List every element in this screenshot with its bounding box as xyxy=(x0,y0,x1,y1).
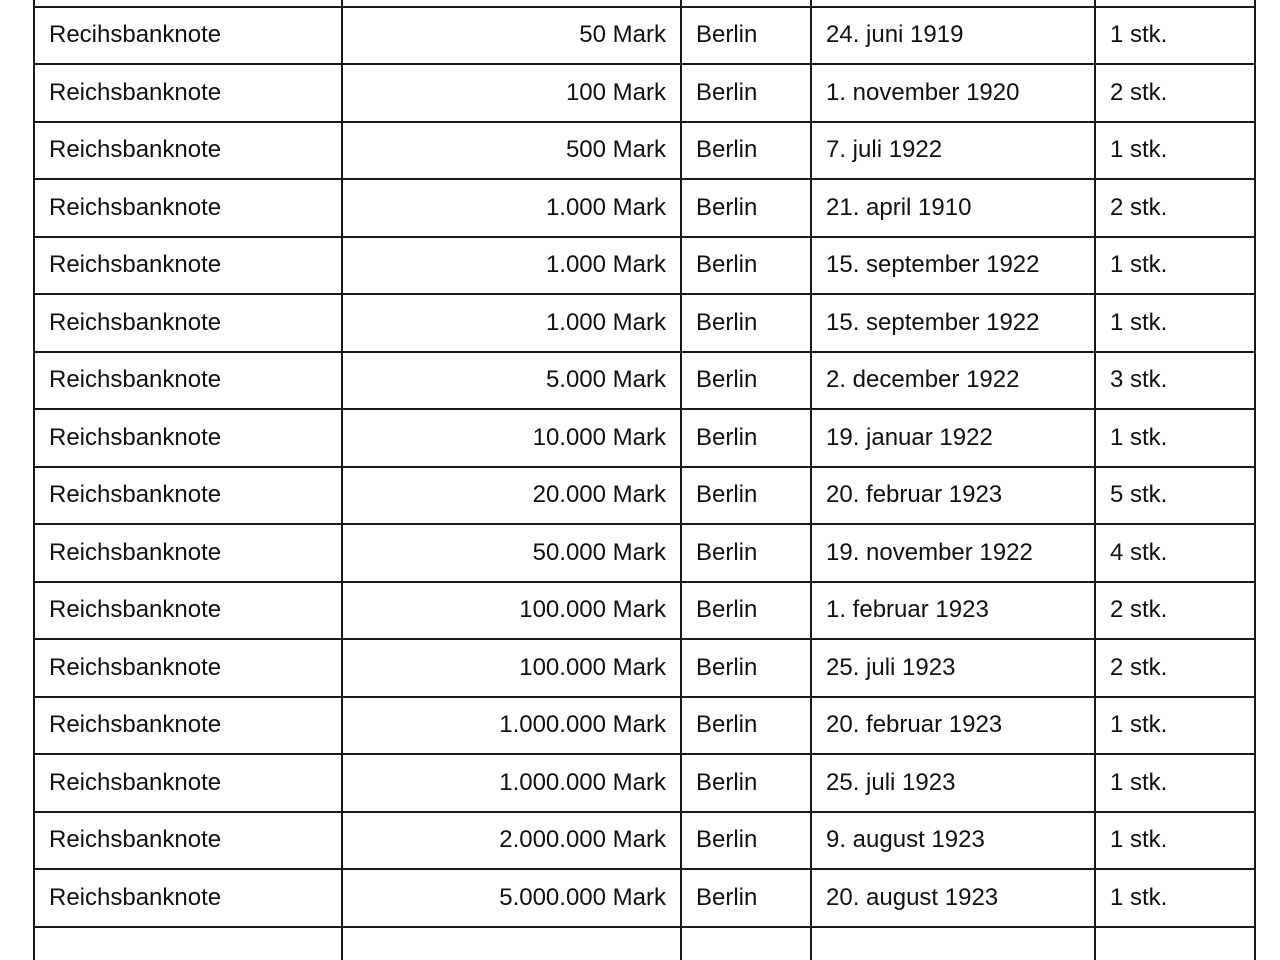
table-row xyxy=(34,754,1255,812)
table-row xyxy=(34,582,1255,640)
issue-date-cell xyxy=(811,927,1095,960)
table-row xyxy=(34,869,1255,927)
table-row xyxy=(34,812,1255,870)
issue-date-cell: 25. juli 1923 xyxy=(811,754,1095,812)
banknote-table-body xyxy=(34,0,1255,960)
note-type-cell: Reichsbanknote xyxy=(34,697,342,755)
denomination-cell: 50.000 Mark xyxy=(342,524,681,582)
city-cell: Berlin xyxy=(681,7,811,65)
quantity-cell: 5 stk. xyxy=(1095,467,1255,525)
table-row xyxy=(34,409,1255,467)
issue-date-cell: 1. februar 1923 xyxy=(811,582,1095,640)
issue-date-cell: 19. januar 1922 xyxy=(811,409,1095,467)
quantity-cell: 1 stk. xyxy=(1095,869,1255,927)
quantity-cell: 3 stk. xyxy=(1095,352,1255,410)
table-row xyxy=(34,927,1255,960)
table-row xyxy=(34,64,1255,122)
city-cell: Berlin xyxy=(681,237,811,295)
quantity-cell: 4 stk. xyxy=(1095,524,1255,582)
denomination-cell: 500 Mark xyxy=(342,122,681,180)
issue-date-cell: 1. november 1920 xyxy=(811,64,1095,122)
note-type-cell: Reichsbanknote xyxy=(34,237,342,295)
quantity-cell xyxy=(1095,927,1255,960)
city-cell: Berlin xyxy=(681,812,811,870)
quantity-cell: 1 stk. xyxy=(1095,697,1255,755)
city-cell: Berlin xyxy=(681,179,811,237)
city-cell: Berlin xyxy=(681,467,811,525)
city-cell: Berlin xyxy=(681,64,811,122)
quantity-cell: 1 stk. xyxy=(1095,812,1255,870)
note-type-cell: Reichsbanknote xyxy=(34,409,342,467)
denomination-cell: 100.000 Mark xyxy=(342,639,681,697)
note-type-cell: Reichsbanknote xyxy=(34,639,342,697)
issue-date-cell: 19. november 1922 xyxy=(811,524,1095,582)
denomination-cell: 2.000.000 Mark xyxy=(342,812,681,870)
issue-date-cell: 7. juli 1922 xyxy=(811,122,1095,180)
city-cell: Berlin xyxy=(681,122,811,180)
quantity-cell: 2 stk. xyxy=(1095,582,1255,640)
issue-date-cell: 20. august 1923 xyxy=(811,869,1095,927)
issue-date-cell: 25. juli 1923 xyxy=(811,639,1095,697)
city-cell: Berlin xyxy=(681,582,811,640)
denomination-cell: 5.000.000 Mark xyxy=(342,869,681,927)
note-type-cell: Reichsbanknote xyxy=(34,122,342,180)
quantity-cell: 1 stk. xyxy=(1095,754,1255,812)
table-row xyxy=(34,639,1255,697)
quantity-cell: 1 stk. xyxy=(1095,294,1255,352)
quantity-cell: 2 stk. xyxy=(1095,179,1255,237)
denomination-cell: 100.000 Mark xyxy=(342,582,681,640)
denomination-cell: 100 Mark xyxy=(342,64,681,122)
quantity-cell: 2 stk. xyxy=(1095,639,1255,697)
issue-date-cell: 20. februar 1923 xyxy=(811,697,1095,755)
denomination-cell: 50 Mark xyxy=(342,7,681,65)
denomination-cell: 1.000.000 Mark xyxy=(342,697,681,755)
note-type-cell: Reichsbanknote xyxy=(34,812,342,870)
quantity-cell: 1 stk. xyxy=(1095,237,1255,295)
table-row xyxy=(34,524,1255,582)
denomination-cell xyxy=(342,927,681,960)
denomination-cell: 5.000 Mark xyxy=(342,352,681,410)
table-row xyxy=(34,7,1255,65)
quantity-cell: 1 stk. xyxy=(1095,409,1255,467)
denomination-cell: 1.000.000 Mark xyxy=(342,754,681,812)
table-row xyxy=(34,467,1255,525)
note-type-cell: Reichsbanknote xyxy=(34,582,342,640)
note-type-cell: Reichsbanknote xyxy=(34,754,342,812)
city-cell: Berlin xyxy=(681,697,811,755)
issue-date-cell: 15. september 1922 xyxy=(811,294,1095,352)
note-type-cell: Reichsbanknote xyxy=(34,64,342,122)
note-type-cell: Recihsbanknote xyxy=(34,7,342,65)
city-cell: Berlin xyxy=(681,294,811,352)
note-type-cell: Reichsbanknote xyxy=(34,294,342,352)
city-cell: Berlin xyxy=(681,524,811,582)
issue-date-cell: 20. februar 1923 xyxy=(811,467,1095,525)
city-cell: Berlin xyxy=(681,409,811,467)
quantity-cell: 1 stk. xyxy=(1095,7,1255,65)
city-cell: Berlin xyxy=(681,639,811,697)
denomination-cell: 1.000 Mark xyxy=(342,237,681,295)
table-row xyxy=(34,237,1255,295)
issue-date-cell: 2. december 1922 xyxy=(811,352,1095,410)
note-type-cell: Reichsbanknote xyxy=(34,869,342,927)
table-row xyxy=(34,179,1255,237)
denomination-cell: 10.000 Mark xyxy=(342,409,681,467)
city-cell xyxy=(681,927,811,960)
table-row xyxy=(34,294,1255,352)
issue-date-cell: 24. juni 1919 xyxy=(811,7,1095,65)
denomination-cell: 1.000 Mark xyxy=(342,179,681,237)
note-type-cell: Reichsbanknote xyxy=(34,179,342,237)
denomination-cell: 1.000 Mark xyxy=(342,294,681,352)
banknote-table xyxy=(33,0,1256,960)
city-cell: Berlin xyxy=(681,352,811,410)
quantity-cell: 1 stk. xyxy=(1095,122,1255,180)
city-cell: Berlin xyxy=(681,754,811,812)
quantity-cell: 2 stk. xyxy=(1095,64,1255,122)
table-row xyxy=(34,122,1255,180)
issue-date-cell: 21. april 1910 xyxy=(811,179,1095,237)
denomination-cell: 20.000 Mark xyxy=(342,467,681,525)
note-type-cell: Reichsbanknote xyxy=(34,467,342,525)
issue-date-cell: 15. september 1922 xyxy=(811,237,1095,295)
table-row xyxy=(34,697,1255,755)
note-type-cell: Reichsbanknote xyxy=(34,524,342,582)
note-type-cell: Reichsbanknote xyxy=(34,352,342,410)
issue-date-cell: 9. august 1923 xyxy=(811,812,1095,870)
city-cell: Berlin xyxy=(681,869,811,927)
note-type-cell xyxy=(34,927,342,960)
table-row xyxy=(34,352,1255,410)
